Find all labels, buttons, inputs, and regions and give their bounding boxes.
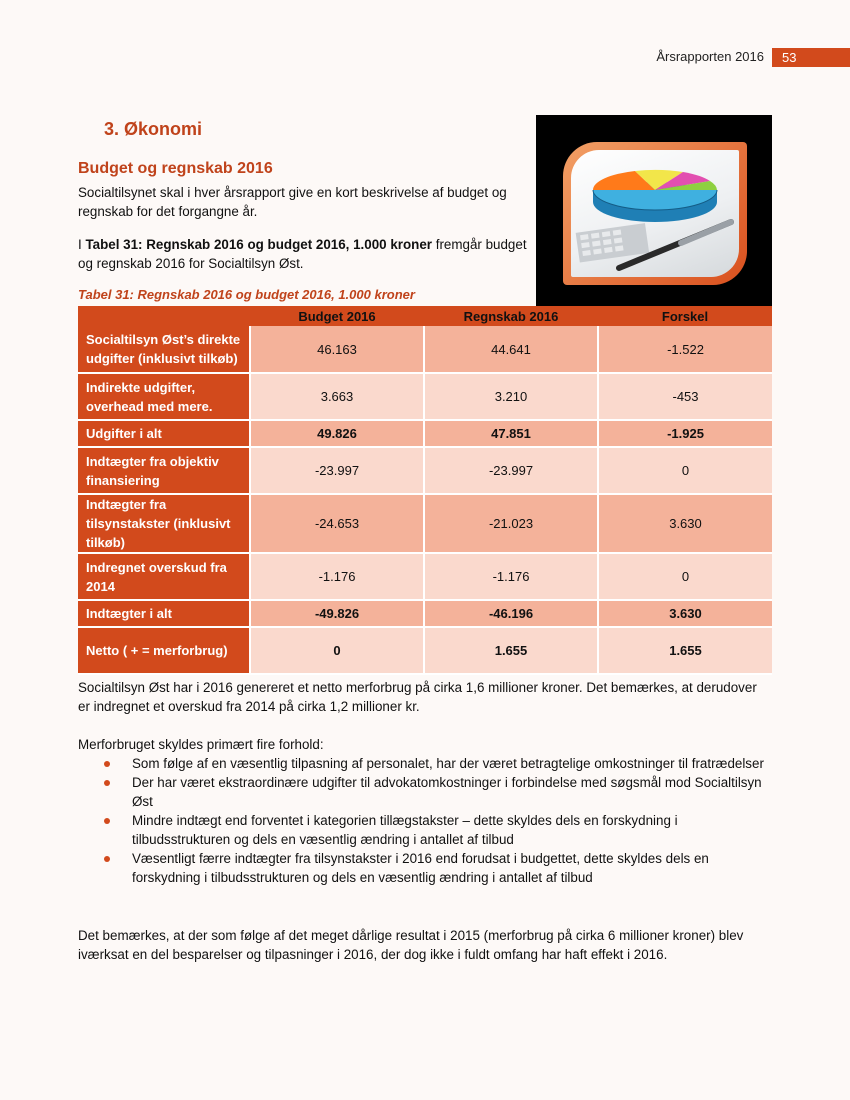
cell-budget: 3.663 bbox=[250, 373, 424, 420]
page-number: 53 bbox=[772, 48, 850, 67]
row-label: Indtægter fra objektiv finansiering bbox=[78, 447, 250, 494]
result-paragraph: Socialtilsyn Øst har i 2016 genereret et netto merforbrug på cirka 1,6 millioner kroner. Det bemærkes, at derudover er indregnet et overskud fra 2014 på cirka 1,2 millioner kr. bbox=[78, 680, 757, 714]
row-label: Socialtilsyn Øst’s direkte udgifter (inklusivt tilkøb) bbox=[78, 326, 250, 373]
row-label: Indtægter fra tilsynstakster (inklusivt tilkøb) bbox=[78, 494, 250, 553]
ref-prefix: I bbox=[78, 237, 86, 252]
cell-budget: 46.163 bbox=[250, 326, 424, 373]
row-label: Indregnet overskud fra 2014 bbox=[78, 553, 250, 600]
list-item bbox=[104, 811, 774, 849]
bullet-icon bbox=[104, 780, 110, 786]
intro-paragraph: Socialtilsynet skal i hver årsrapport give en kort beskrivelse af budget og regnskab for det forgangne år. bbox=[78, 185, 507, 219]
cell-budget: 49.826 bbox=[250, 420, 424, 447]
row-label: Udgifter i alt bbox=[78, 420, 250, 447]
cell-forskel: 3.630 bbox=[598, 494, 772, 553]
row-label: Indtægter i alt bbox=[78, 600, 250, 627]
cell-regnskab: 1.655 bbox=[424, 627, 598, 674]
table-row bbox=[78, 553, 772, 600]
photo-frame bbox=[563, 142, 747, 285]
header-forskel: Forskel bbox=[598, 306, 772, 326]
cell-forskel: 0 bbox=[598, 553, 772, 600]
cell-budget: -1.176 bbox=[250, 553, 424, 600]
budget-table bbox=[78, 306, 772, 675]
photo-inner bbox=[571, 150, 739, 277]
cell-regnskab: -21.023 bbox=[424, 494, 598, 553]
table-row bbox=[78, 326, 772, 373]
header-budget: Budget 2016 bbox=[250, 306, 424, 326]
list-item bbox=[104, 754, 774, 773]
reference-paragraph bbox=[78, 235, 528, 273]
cell-forskel: 0 bbox=[598, 447, 772, 494]
closing-paragraph: Det bemærkes, at der som følge af det meget dårlige resultat i 2015 (merforbrug på cirka 6 millioner kroner) blev iværksat en del besparelser og tilpasninger i 2016, der dog ikke i fuldt omfang har haft effekt i 2016. bbox=[78, 928, 744, 962]
cell-forskel: -1.925 bbox=[598, 420, 772, 447]
cell-regnskab: -23.997 bbox=[424, 447, 598, 494]
pie-chart-photo bbox=[536, 115, 772, 308]
cell-forskel: 1.655 bbox=[598, 627, 772, 674]
list-item-text: Mindre indtægt end forventet i kategorien tillægstakster – dette skyldes dels en forskydning i tilbudsstrukturen og dels en væsentlig ændring i antallet af tilbud bbox=[132, 813, 678, 847]
list-item-text: Der har været ekstraordinære udgifter til advokatomkostninger i forbindelse med søgsmål mod Socialtilsyn Øst bbox=[132, 775, 762, 809]
pie-photo-illustration bbox=[571, 150, 739, 277]
row-label: Indirekte udgifter, overhead med mere. bbox=[78, 373, 250, 420]
table-row bbox=[78, 494, 772, 553]
table-row bbox=[78, 373, 772, 420]
ref-suffix: fremgår budget og regnskab 2016 for Socialtilsyn Øst. bbox=[78, 237, 527, 271]
header-blank bbox=[78, 306, 250, 326]
section-title: 3. Økonomi bbox=[104, 119, 203, 139]
list-item-text: Som følge af en væsentlig tilpasning af personalet, har der været betragtelige omkostninger til fratrædelser bbox=[132, 756, 764, 771]
table-row bbox=[78, 447, 772, 494]
cell-regnskab: -1.176 bbox=[424, 553, 598, 600]
cell-regnskab: 3.210 bbox=[424, 373, 598, 420]
bullet-icon bbox=[104, 761, 110, 767]
reasons-intro: Merforbruget skyldes primært fire forhold: bbox=[78, 737, 324, 752]
row-label: Netto ( + = merforbrug) bbox=[78, 627, 250, 674]
cell-budget: -23.997 bbox=[250, 447, 424, 494]
cell-regnskab: -46.196 bbox=[424, 600, 598, 627]
running-header: Årsrapporten 2016 bbox=[656, 49, 764, 64]
reasons-list bbox=[104, 754, 774, 887]
cell-forskel: -453 bbox=[598, 373, 772, 420]
cell-budget: -49.826 bbox=[250, 600, 424, 627]
cell-budget: 0 bbox=[250, 627, 424, 674]
cell-budget: -24.653 bbox=[250, 494, 424, 553]
list-item-text: Væsentligt færre indtægter fra tilsynstakster i 2016 end forudsat i budgettet, dette skyldes dels en forskydning i tilbudsstrukturen og dels en væsentlig ændring i antallet af tilbud bbox=[132, 851, 709, 885]
table-header-row bbox=[78, 306, 772, 326]
cell-regnskab: 44.641 bbox=[424, 326, 598, 373]
cell-forskel: -1.522 bbox=[598, 326, 772, 373]
subheading: Budget og regnskab 2016 bbox=[78, 160, 273, 177]
cell-regnskab: 47.851 bbox=[424, 420, 598, 447]
cell-forskel: 3.630 bbox=[598, 600, 772, 627]
bullet-icon bbox=[104, 818, 110, 824]
ref-table-link: Tabel 31: Regnskab 2016 og budget 2016, 1.000 kroner bbox=[85, 237, 433, 252]
bullet-icon bbox=[104, 856, 110, 862]
table-row-total bbox=[78, 600, 772, 627]
table-row-net bbox=[78, 627, 772, 674]
table-row-total bbox=[78, 420, 772, 447]
list-item bbox=[104, 849, 774, 887]
list-item bbox=[104, 773, 774, 811]
header-regnskab: Regnskab 2016 bbox=[424, 306, 598, 326]
table-caption: Tabel 31: Regnskab 2016 og budget 2016, 1.000 kroner bbox=[78, 287, 415, 302]
